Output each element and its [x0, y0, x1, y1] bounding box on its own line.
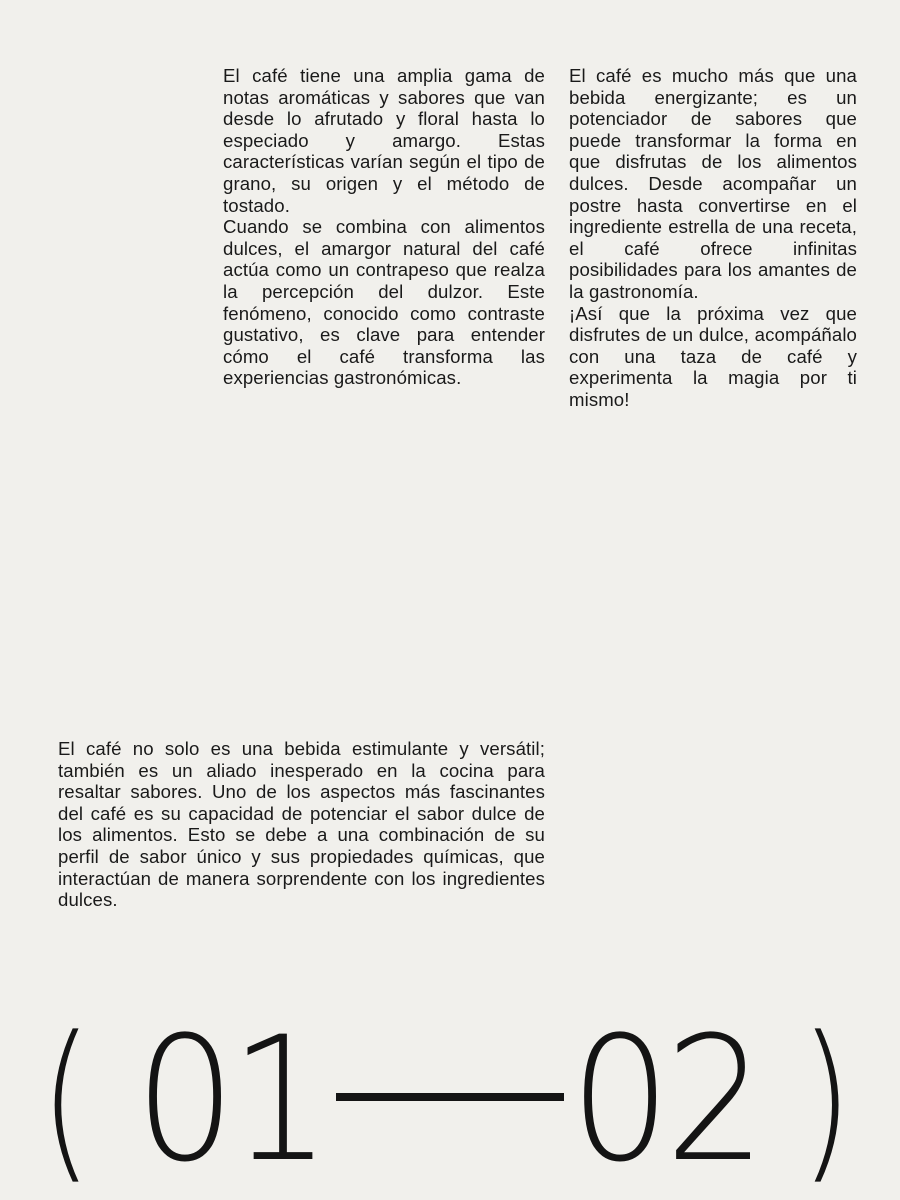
dash-separator — [336, 1093, 564, 1101]
paragraph: Cuando se combina con alimentos dulces, el amargor natural del café actúa como un contrapeso que realza la percepción del dulzor. Este fenómeno, conocido como contraste gustativo, es clave para entender cómo el café transforma las experiencias gastronómicas. — [223, 216, 545, 389]
text-column-top-left — [223, 65, 545, 389]
page-indicator — [40, 999, 860, 1200]
paragraph: El café es mucho más que una bebida energizante; es un potenciador de sabores que puede transformar la forma en que disfrutas de los alimentos dulces. Desde acompañar un postre hasta convertirse en el ingrediente estrella de una receta, el café ofrece infinitas posibilidades para los amantes de la gastronomía. — [569, 65, 857, 302]
text-column-top-right — [569, 65, 857, 411]
current-page-number: 01 — [135, 999, 326, 1200]
paragraph: El café no solo es una bebida estimulante y versátil; también es un aliado inesperado en la cocina para resaltar sabores. Uno de los aspectos más fascinantes del café es su capacidad de potenciar el sabor dulce de los alimentos. Esto se debe a una combinación de su perfil de sabor único y sus propiedades químicas, que interactúan de manera sorprendente con los ingredientes dulces. — [58, 738, 545, 911]
text-column-bottom-left — [58, 738, 545, 911]
open-parenthesis: ( — [40, 999, 90, 1200]
total-page-number: 02 — [570, 999, 761, 1200]
close-parenthesis: ) — [800, 999, 850, 1200]
paragraph: El café tiene una amplia gama de notas aromáticas y sabores que van desde lo afrutado y floral hasta lo especiado y amargo. Estas características varían según el tipo de grano, su origen y el método de tostado. — [223, 65, 545, 216]
paragraph: ¡Así que la próxima vez que disfrutes de un dulce, acompáñalo con una taza de café y experimenta la magia por ti mismo! — [569, 302, 857, 410]
